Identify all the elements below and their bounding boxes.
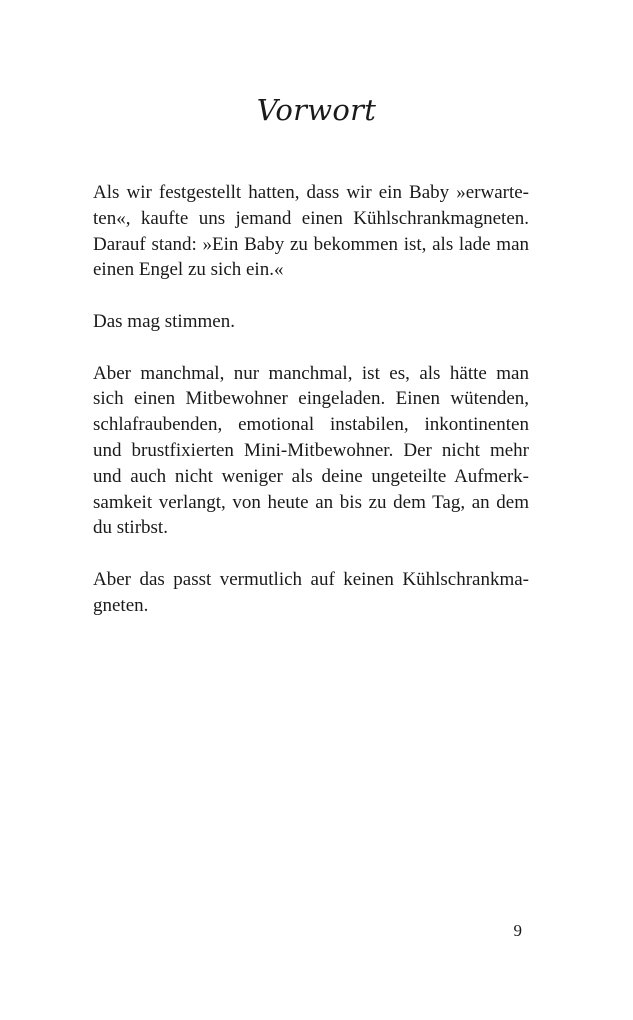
text-line: gneten. (93, 594, 149, 616)
body-text (93, 180, 529, 619)
page-number: 9 (513, 921, 522, 940)
paragraph-gap (93, 541, 529, 567)
text-line: Als wir festgestellt hatten, dass wir ein Baby »erwarte- (93, 182, 529, 203)
text-line: schlafraubenden, emotional instabilen, inkontinenten (93, 414, 529, 436)
chapter-title: Vorwort (256, 93, 377, 127)
text-line: ten«, kaufte uns jemand einen Kühlschrankmagneten. (93, 207, 529, 229)
paragraph-1 (93, 180, 529, 283)
text-line: Aber das passt vermutlich auf keinen Kühlschrankma- (93, 568, 529, 590)
text-line: du stirbst. (93, 517, 168, 539)
text-line: und auch nicht weniger als deine ungeteilte Aufmerk- (93, 465, 529, 487)
text-line: Aber manchmal, nur manchmal, ist es, als hätte man (93, 362, 529, 384)
text-line: sich einen Mitbewohner eingeladen. Einen wütenden, (93, 388, 529, 410)
paragraph-4 (93, 567, 529, 619)
paragraph-3 (93, 361, 529, 542)
paragraph-gap (93, 335, 529, 361)
paragraph-gap (93, 283, 529, 309)
text-line: Darauf stand: »Ein Baby zu bekommen ist, als lade man (93, 233, 529, 255)
paragraph-2 (93, 309, 529, 335)
text-line: samkeit verlangt, von heute an bis zu dem Tag, an dem (93, 491, 529, 513)
text-line: einen Engel zu sich ein.« (93, 259, 284, 281)
text-line: und brustfixierten Mini-Mitbewohner. Der nicht mehr (93, 439, 529, 461)
text-line: Das mag stimmen. (93, 310, 235, 332)
